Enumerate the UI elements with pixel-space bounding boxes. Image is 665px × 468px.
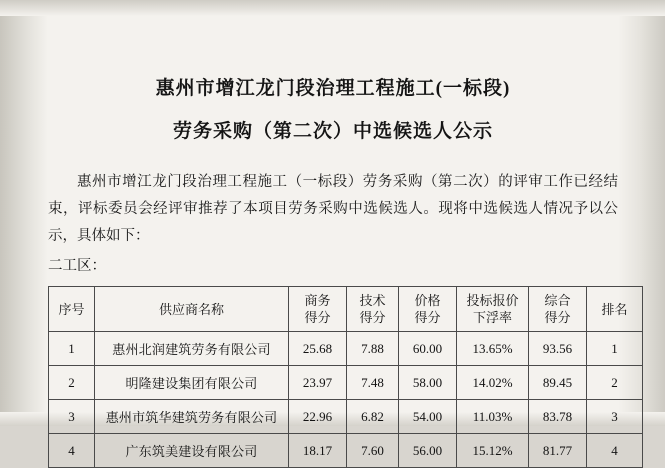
cell-price-score: 58.00 bbox=[399, 366, 457, 400]
cell-index: 2 bbox=[49, 366, 95, 400]
cell-total-score: 81.77 bbox=[529, 434, 587, 468]
cell-index: 1 bbox=[49, 332, 95, 366]
cell-business-score: 23.97 bbox=[289, 366, 347, 400]
cell-supplier: 惠州北润建筑劳务有限公司 bbox=[95, 332, 289, 366]
column-header-total-score-line1: 综合 bbox=[544, 293, 571, 308]
intro-paragraph: 惠州市增江龙门段治理工程施工（一标段）劳务采购（第二次）的评审工作已经结束，评标委员会经评审推荐了本项目劳务采购中选候选人。现将中选候选人情况予以公示，具体如下： bbox=[48, 174, 618, 244]
column-header-price-score-line2: 得分 bbox=[414, 310, 441, 325]
page-left-edge-shading bbox=[0, 0, 48, 426]
column-header-total-score-line2: 得分 bbox=[544, 310, 571, 325]
column-header-price-score-line1: 价格 bbox=[414, 293, 441, 308]
cell-rank: 3 bbox=[587, 400, 643, 434]
cell-index: 4 bbox=[49, 434, 95, 468]
column-header-float-rate-line1: 投标报价 bbox=[466, 293, 519, 308]
column-header-float-rate-line2: 下浮率 bbox=[472, 310, 512, 325]
cell-rank: 2 bbox=[587, 366, 643, 400]
table-header-row bbox=[49, 287, 643, 332]
cell-price-score: 60.00 bbox=[399, 332, 457, 366]
document-title-line-2: 劳务采购（第二次）中选候选人公示 bbox=[172, 121, 493, 142]
cell-supplier: 广东筑美建设有限公司 bbox=[95, 434, 289, 468]
cell-float-rate: 11.03% bbox=[457, 400, 529, 434]
column-header-business-score-line2: 得分 bbox=[304, 310, 331, 325]
cell-tech-score: 7.60 bbox=[347, 434, 399, 468]
column-header-tech-score bbox=[347, 287, 399, 332]
column-header-tech-score-line1: 技术 bbox=[359, 293, 386, 308]
column-header-tech-score-line2: 得分 bbox=[359, 310, 386, 325]
table-row bbox=[49, 434, 643, 468]
candidate-results-table bbox=[48, 286, 643, 468]
cell-price-score: 56.00 bbox=[399, 434, 457, 468]
cell-float-rate: 13.65% bbox=[457, 332, 529, 366]
cell-rank: 1 bbox=[587, 332, 643, 366]
cell-supplier: 惠州市筑华建筑劳务有限公司 bbox=[95, 400, 289, 434]
cell-float-rate: 15.12% bbox=[457, 434, 529, 468]
cell-index: 3 bbox=[49, 400, 95, 434]
cell-rank: 4 bbox=[587, 434, 643, 468]
section-label: 二工区： bbox=[48, 258, 106, 274]
column-header-total-score bbox=[529, 287, 587, 332]
column-header-price-score bbox=[399, 287, 457, 332]
document-body bbox=[48, 169, 618, 279]
column-header-index bbox=[49, 287, 95, 332]
cell-price-score: 54.00 bbox=[399, 400, 457, 434]
table-row bbox=[49, 400, 643, 434]
column-header-index-line1: 序号 bbox=[58, 301, 85, 317]
cell-tech-score: 7.88 bbox=[347, 332, 399, 366]
table-row bbox=[49, 332, 643, 366]
column-header-rank-line1: 排名 bbox=[601, 301, 628, 317]
column-header-rank bbox=[587, 287, 643, 332]
column-header-float-rate bbox=[457, 287, 529, 332]
column-header-business-score bbox=[289, 287, 347, 332]
document-title-block bbox=[48, 0, 618, 149]
column-header-supplier-line1: 供应商名称 bbox=[158, 301, 224, 317]
cell-total-score: 89.45 bbox=[529, 366, 587, 400]
cell-tech-score: 6.82 bbox=[347, 400, 399, 434]
cell-total-score: 93.56 bbox=[529, 332, 587, 366]
cell-tech-score: 7.48 bbox=[347, 366, 399, 400]
cell-supplier: 明隆建设集团有限公司 bbox=[95, 366, 289, 400]
table-row bbox=[49, 366, 643, 400]
document-title-line-1: 惠州市增江龙门段治理工程施工(一标段) bbox=[155, 78, 511, 99]
column-header-supplier bbox=[95, 287, 289, 332]
column-header-business-score-line1: 商务 bbox=[304, 293, 331, 308]
cell-float-rate: 14.02% bbox=[457, 366, 529, 400]
document-content bbox=[48, 0, 628, 459]
cell-business-score: 18.17 bbox=[289, 434, 347, 468]
cell-business-score: 22.96 bbox=[289, 400, 347, 434]
cell-business-score: 25.68 bbox=[289, 332, 347, 366]
cell-total-score: 83.78 bbox=[529, 400, 587, 434]
